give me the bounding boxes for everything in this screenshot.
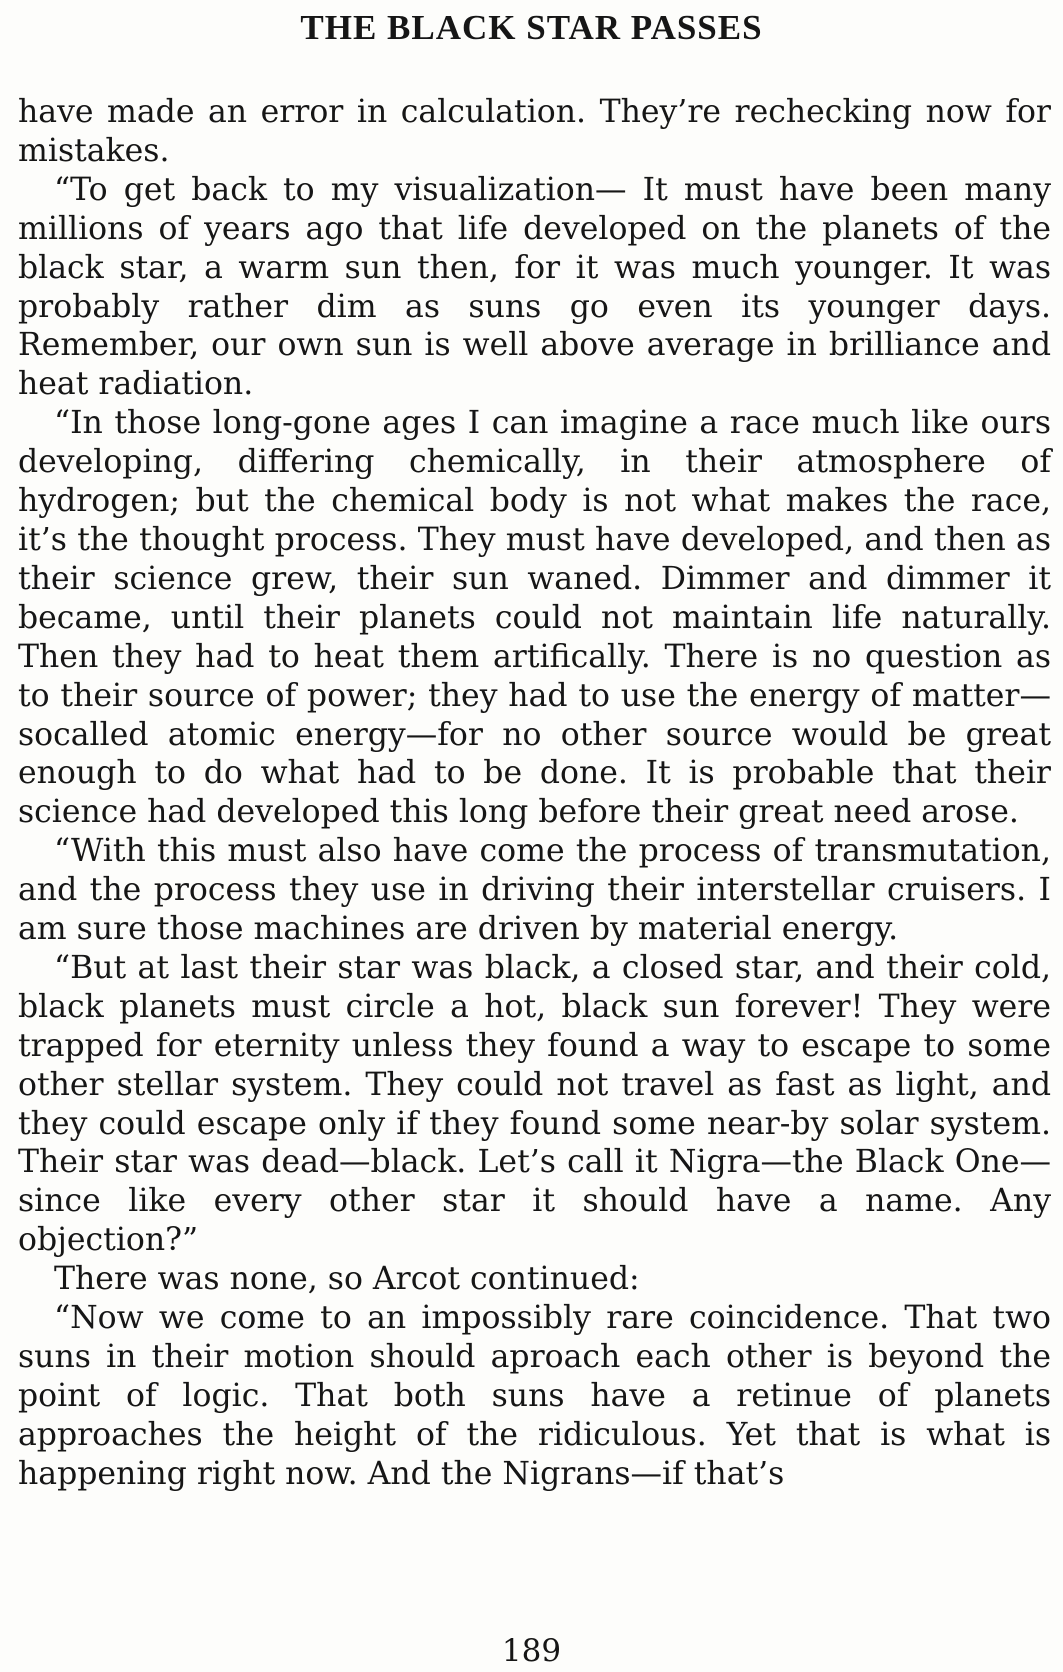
paragraph-4: “With this must also have come the process of transmutation, and the process they use in driving their interstellar cruisers. I am sure those machines are driven by material energy. — [18, 833, 1051, 948]
paragraph-7: “Now we come to an impossibly rare coincidence. That two suns in their motion should aproach each other is beyond the point of logic. That both suns have a retinue of planets approaches the height of the ridiculous. Yet that is what is happening right now. And the Nigrans—if that’s — [18, 1300, 1051, 1492]
paragraph-5: “But at last their star was black, a closed star, and their cold, black planets must circle a hot, black sun forever! They were trapped for eternity unless they found a way to escape to some other stellar system. They could not travel as fast as light, and they could escape only if they found some near-by solar system. Their star was dead—black. Let’s call it Nigra—the Black One—since like every other star it should have a name. Any objection?” — [18, 949, 1051, 1259]
paragraph-6: There was none, so Arcot continued: — [54, 1261, 640, 1298]
running-head: THE BLACK STAR PASSES — [300, 8, 763, 47]
paragraph-1: have made an error in calculation. They’re rechecking now for mistakes. — [18, 94, 1051, 169]
page-body — [18, 93, 1051, 1494]
page-number: 189 — [501, 1633, 562, 1669]
paragraph-2: “To get back to my visualization— It must have been many millions of years ago that life developed on the planets of the black star, a warm sun then, for it was much younger. It was probably rather dim as suns go even its younger days. Remember, our own sun is well above average in brilliance and heat radiation. — [18, 171, 1051, 403]
paragraph-3: “In those long-gone ages I can imagine a race much like ours developing, differing chemically, in their atmosphere of hydrogen; but the chemical body is not what makes the race, it’s the thought process. They must have developed, and then as their science grew, their sun waned. Dimmer and dimmer it became, until their planets could not maintain life naturally. Then they had to heat them artifically. There is no question as to their source of power; they had to use the energy of matter—socalled atomic energy—for no other source would be great enough to do what had to be done. It is probable that their science had developed this long before their great need arose. — [18, 405, 1051, 831]
